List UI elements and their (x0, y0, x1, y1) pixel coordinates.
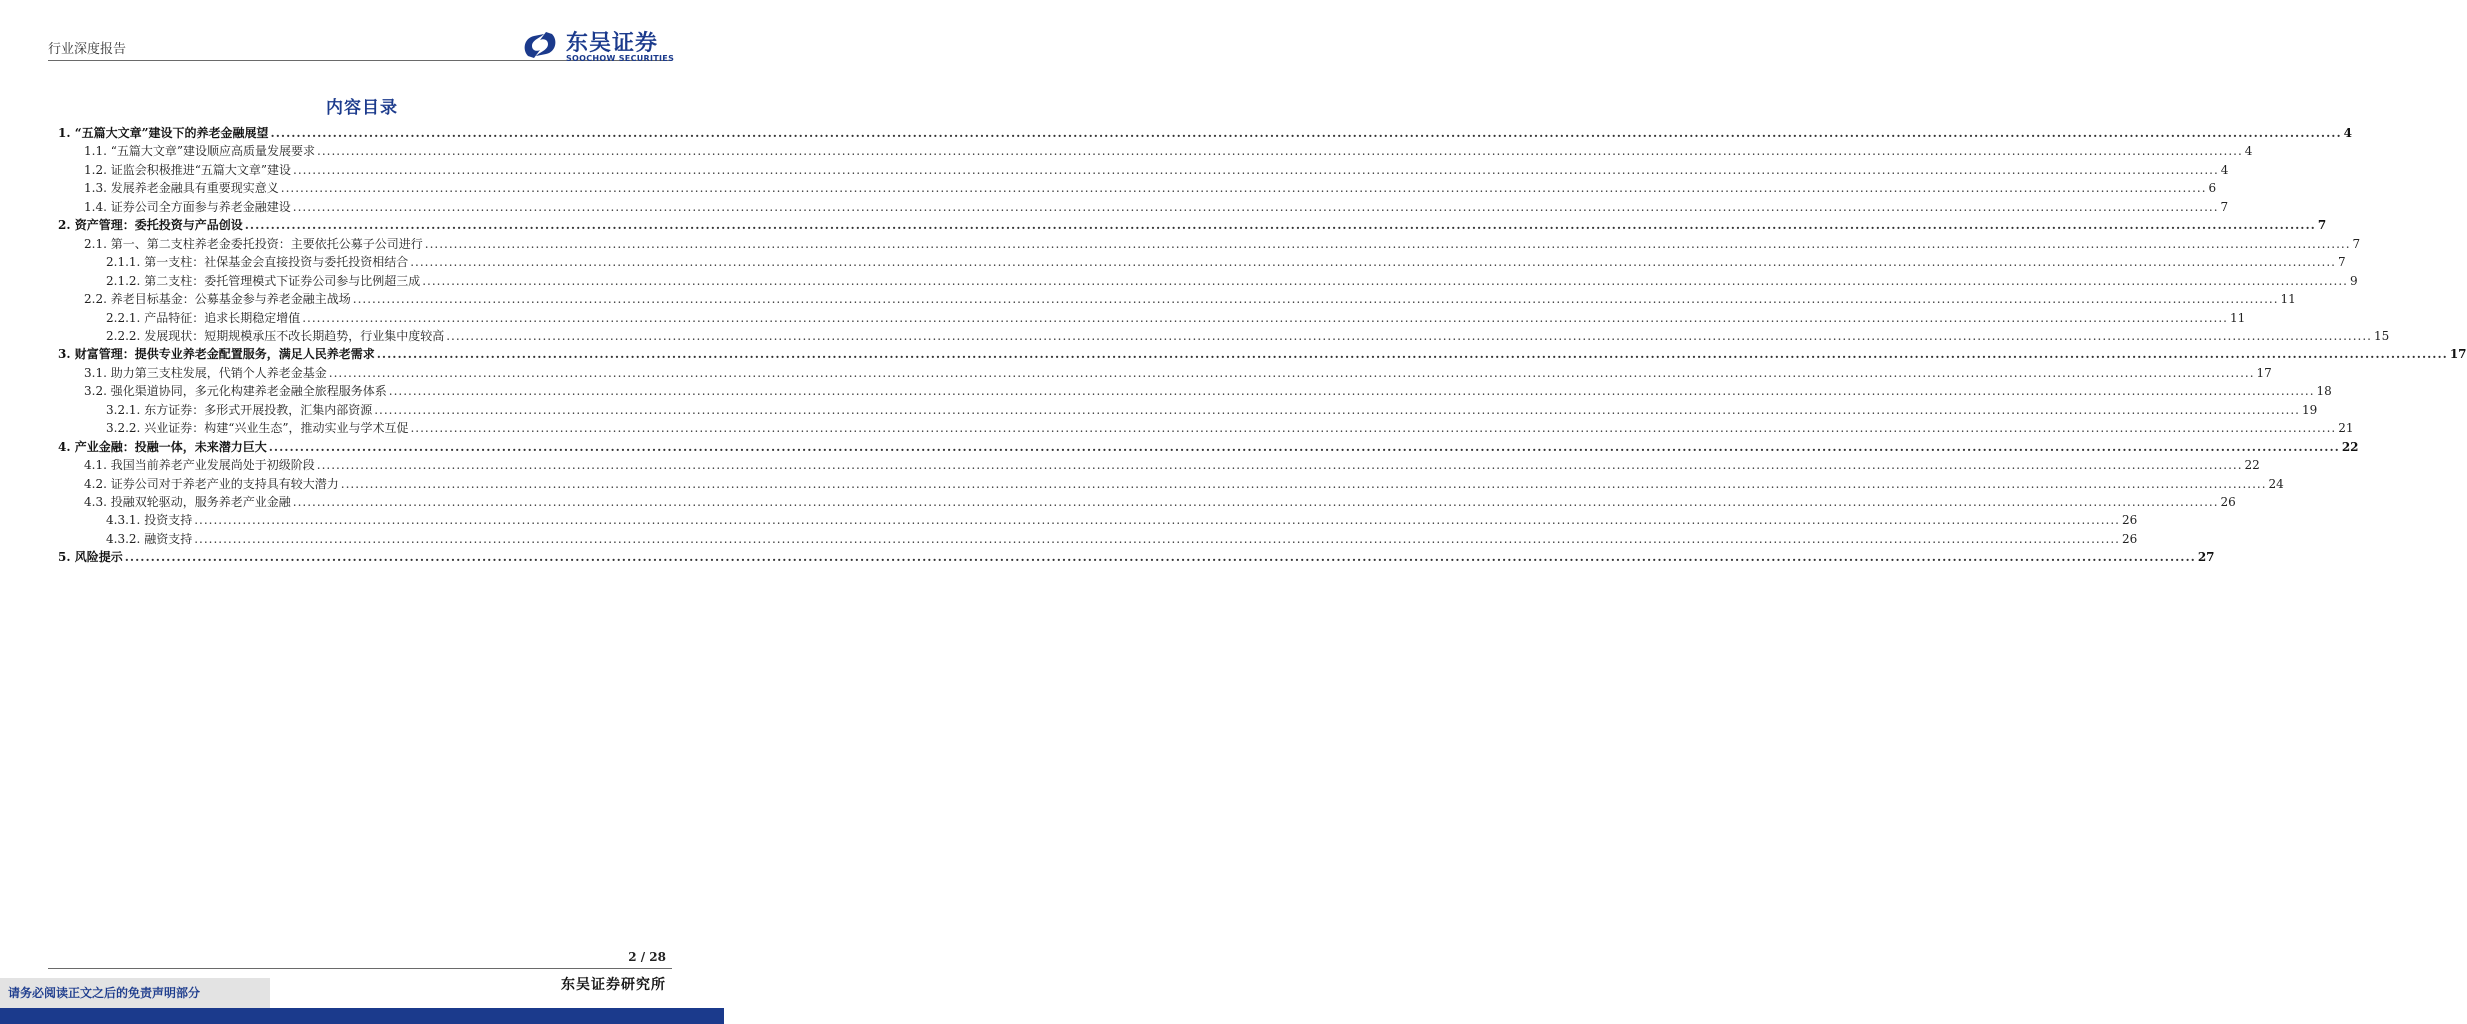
toc-leader-dots: ................................................................................................................................................................................................................................................................................................................................................................................................................ (328, 365, 2255, 380)
toc-entry-page: 26 (2121, 513, 2138, 528)
toc-entry-page: 24 (2268, 476, 2284, 491)
toc-leader-dots: ................................................................................................................................................................................................................................................................................................................................................................................................................ (280, 181, 2207, 196)
toc-entry-number: 2.1.2. (106, 273, 141, 288)
toc-entry-text: 第一支柱：社保基金会直接投资与委托投资相结合 (144, 255, 409, 270)
toc-entry[interactable] (58, 124, 2352, 142)
disclaimer-note[interactable]: 请务必阅读正文之后的免责声明部分 (8, 986, 201, 1000)
toc-entry[interactable] (84, 382, 2332, 400)
toc-entry-text: 证监会积极推进“五篇大文章”建设 (110, 162, 292, 177)
toc-leader-dots: ................................................................................................................................................................................................................................................................................................................................................................................................................ (124, 550, 2196, 565)
toc-entry-page: 4 (2343, 126, 2352, 140)
toc-entry-page: 26 (2220, 495, 2236, 509)
toc-entry-page: 17 (2256, 365, 2272, 380)
toc-leader-dots: ................................................................................................................................................................................................................................................................................................................................................................................................................ (422, 273, 2348, 288)
toc-leader-dots: ................................................................................................................................................................................................................................................................................................................................................................................................................ (410, 421, 2337, 436)
toc-entry[interactable] (84, 161, 2229, 179)
page-indicator: 2 / 28 (628, 950, 666, 964)
toc-entry-number: 2.2.2. (106, 328, 141, 343)
toc-entry-number: 3.2. (84, 384, 107, 399)
toc-entry-text: 投资支持 (144, 513, 193, 528)
toc-entry[interactable] (84, 179, 2217, 197)
toc-leader-dots: ................................................................................................................................................................................................................................................................................................................................................................................................................ (292, 199, 2219, 214)
toc-entry-number: 4.3.2. (106, 531, 141, 546)
toc-entry-text: “五篇大文章”建设顺应高质量发展要求 (110, 144, 316, 159)
brand-name-en: SOOCHOW SECURITIES (566, 54, 675, 63)
toc-entry-number: 4.3.1. (106, 513, 141, 528)
toc-entry-page: 18 (2316, 384, 2332, 399)
toc-entry-text: 发展现状：短期规模承压不改长期趋势，行业集中度较高 (144, 328, 445, 343)
toc-entry-page: 27 (2197, 550, 2215, 565)
toc-entry-page: 22 (2341, 439, 2359, 454)
soochow-s-logo-icon (520, 28, 560, 62)
toc-entry-text: 财富管理：提供专业养老金配置服务，满足人民养老需求 (74, 347, 375, 362)
toc-entry-page: 7 (2337, 255, 2346, 270)
toc-leader-dots: ................................................................................................................................................................................................................................................................................................................................................................................................................ (194, 513, 2120, 528)
toc-entry[interactable] (58, 438, 2359, 456)
brand-logo (520, 26, 680, 66)
toc-entry-page: 15 (2373, 328, 2390, 343)
toc-entry-text: 融资支持 (144, 531, 193, 546)
toc-leader-dots: ................................................................................................................................................................................................................................................................................................................................................................................................................ (244, 218, 2316, 233)
toc-entry-text: “五篇大文章”建设下的养老金融展望 (74, 126, 269, 140)
toc-entry[interactable] (84, 456, 2260, 474)
toc-leader-dots: ................................................................................................................................................................................................................................................................................................................................................................................................................ (340, 476, 2267, 491)
toc-entry-text: 发展养老金融具有重要现实意义 (110, 181, 279, 196)
toc-entry[interactable] (106, 253, 2346, 271)
toc-entry[interactable] (84, 475, 2284, 493)
toc-entry-text: 产品特征：追求长期稳定增值 (144, 310, 301, 325)
toc-leader-dots: ................................................................................................................................................................................................................................................................................................................................................................................................................ (424, 236, 2351, 251)
toc-entry[interactable] (106, 530, 2138, 548)
toc-entry-text: 第二支柱：委托管理模式下证券公司参与比例超三成 (144, 273, 421, 288)
toc-entry-number: 2.1. (84, 236, 107, 251)
toc-entry-number: 4.3. (84, 495, 107, 509)
brand-name-cn: 东吴证券 (566, 31, 659, 56)
toc-entry-number: 4. (58, 439, 71, 454)
toc-entry-page: 7 (2352, 236, 2361, 251)
toc-entry[interactable] (106, 419, 2354, 437)
toc-entry-text: 东方证券：多形式开展投教，汇集内部资源 (144, 402, 373, 417)
toc-entry[interactable] (106, 309, 2246, 327)
toc-leader-dots: ................................................................................................................................................................................................................................................................................................................................................................................................................ (374, 402, 2300, 417)
toc-entry-number: 1.1. (84, 144, 107, 159)
toc-entry-number: 4.1. (84, 458, 107, 473)
toc-leader-dots: ................................................................................................................................................................................................................................................................................................................................................................................................................ (302, 310, 2228, 325)
toc-entry-number: 3.1. (84, 365, 107, 380)
institute-name: 东吴证券研究所 (561, 977, 666, 993)
toc-entry-page: 9 (2349, 273, 2358, 288)
toc-entry-page: 19 (2301, 402, 2318, 417)
toc-entry-text: 投融双轮驱动，服务养老产业金融 (110, 495, 291, 509)
toc-leader-dots: ................................................................................................................................................................................................................................................................................................................................................................................................................ (268, 439, 2340, 454)
toc-entry[interactable] (84, 493, 2236, 511)
toc-leader-dots: ................................................................................................................................................................................................................................................................................................................................................................................................................ (194, 531, 2120, 546)
toc-entry-text: 我国当前养老产业发展尚处于初级阶段 (110, 458, 315, 473)
toc-leader-dots: ................................................................................................................................................................................................................................................................................................................................................................................................................ (388, 384, 2315, 399)
toc-entry-text: 强化渠道协同，多元化构建养老金融全旅程服务体系 (110, 384, 387, 399)
toc-leader-dots: ................................................................................................................................................................................................................................................................................................................................................................................................................ (410, 255, 2336, 270)
toc-leader-dots: ................................................................................................................................................................................................................................................................................................................................................................................................................ (316, 458, 2243, 473)
toc-entry-page: 6 (2208, 181, 2217, 196)
toc-entry-text: 证券公司对于养老产业的支持具有较大潜力 (110, 476, 339, 491)
toc-entry-number: 3. (58, 347, 71, 362)
toc-entry[interactable] (58, 345, 2467, 363)
toc-leader-dots: ................................................................................................................................................................................................................................................................................................................................................................................................................ (292, 495, 2219, 509)
toc-entry[interactable] (58, 548, 2215, 566)
toc-leader-dots: ................................................................................................................................................................................................................................................................................................................................................................................................................ (317, 144, 2243, 159)
toc-entry-page: 21 (2338, 421, 2354, 436)
toc-entry[interactable] (84, 290, 2296, 308)
toc-entry-number: 1. (58, 126, 71, 140)
toc-entry-page: 4 (2244, 144, 2253, 159)
toc-entry[interactable] (84, 142, 2253, 160)
toc-entry-number: 1.2. (84, 162, 107, 177)
toc-entry-number: 4.2. (84, 476, 107, 491)
toc-leader-dots: ................................................................................................................................................................................................................................................................................................................................................................................................................ (270, 126, 2342, 140)
toc-entry-text: 产业金融：投融一体，未来潜力巨大 (74, 439, 267, 454)
toc-entry-text: 证券公司全方面参与养老金融建设 (110, 199, 291, 214)
toc-entry-number: 2.1.1. (106, 255, 141, 270)
toc-entry-page: 4 (2220, 162, 2229, 177)
toc-entry[interactable] (106, 511, 2138, 529)
toc-entry-number: 1.4. (84, 199, 107, 214)
toc-entry-page: 17 (2449, 347, 2467, 362)
toc-leader-dots: ................................................................................................................................................................................................................................................................................................................................................................................................................ (352, 292, 2279, 307)
toc-entry-text: 助力第三支柱发展，代销个人养老金基金 (110, 365, 327, 380)
toc-entry[interactable] (84, 364, 2272, 382)
toc-leader-dots: ................................................................................................................................................................................................................................................................................................................................................................................................................ (293, 162, 2219, 177)
toc-entry-number: 1.3. (84, 181, 107, 196)
toc-entry-text: 风险提示 (74, 550, 123, 565)
report-type-label: 行业深度报告 (48, 42, 127, 57)
toc-entry[interactable] (106, 272, 2358, 290)
toc-entry-page: 26 (2121, 531, 2138, 546)
toc-entry-text: 第一、第二支柱养老金委托投资：主要依托公募子公司进行 (110, 236, 423, 251)
toc-entry[interactable] (84, 198, 2229, 216)
toc-leader-dots: ................................................................................................................................................................................................................................................................................................................................................................................................................ (446, 328, 2372, 343)
toc-title: 内容目录 (326, 98, 398, 118)
toc-entry-page: 11 (2280, 292, 2296, 307)
toc-entry[interactable] (58, 216, 2327, 234)
toc-entry[interactable] (106, 401, 2318, 419)
toc-entry-number: 5. (58, 550, 71, 565)
toc-entry[interactable] (84, 235, 2361, 253)
toc-entry-page: 7 (2220, 199, 2229, 214)
toc-entry-number: 2.2. (84, 292, 107, 307)
toc-entry-number: 2.2.1. (106, 310, 141, 325)
toc-entry-page: 7 (2317, 218, 2327, 233)
bottom-band (0, 1008, 724, 1024)
toc-leader-dots: ................................................................................................................................................................................................................................................................................................................................................................................................................ (376, 347, 2448, 362)
footer-divider (48, 968, 672, 969)
toc-entry-number: 2. (58, 218, 71, 233)
toc-entry-number: 3.2.2. (106, 421, 141, 436)
toc-entry-text: 资产管理：委托投资与产品创设 (74, 218, 243, 233)
toc-entry[interactable] (106, 327, 2390, 345)
toc-entry-text: 养老目标基金：公募基金参与养老金融主战场 (110, 292, 351, 307)
toc-entry-page: 11 (2229, 310, 2246, 325)
toc-entry-text: 兴业证券：构建“兴业生态”，推动实业与学术互促 (144, 421, 409, 436)
toc-entry-page: 22 (2244, 458, 2260, 473)
toc-entry-number: 3.2.1. (106, 402, 141, 417)
